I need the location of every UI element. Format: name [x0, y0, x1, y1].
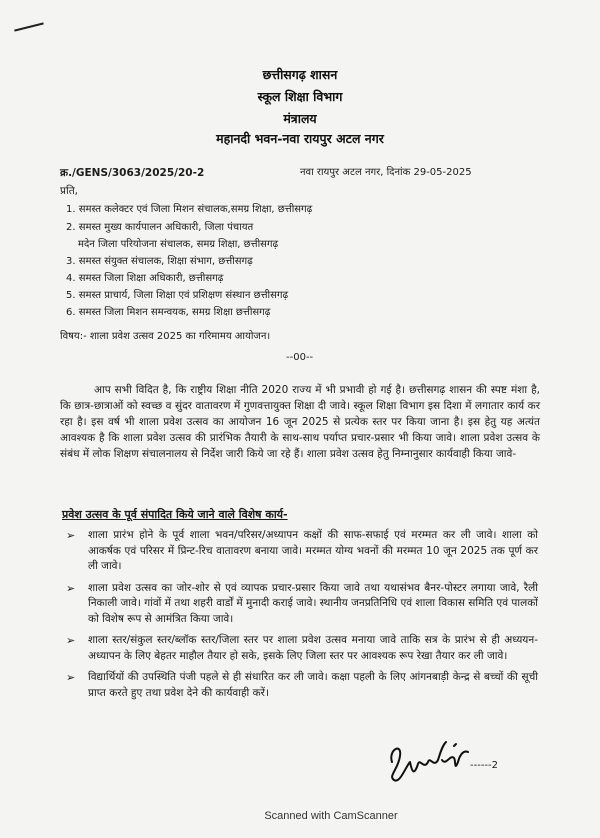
reference-number: क्र./GENS/3063/2025/20-2 — [60, 167, 205, 179]
page-continuation-mark: ------2 — [470, 760, 499, 771]
list-item: ➢ शाला स्तर/संकुल स्तर/ब्लॉक स्तर/जिला स्तर पर शाला प्रवेश उत्सव मनाया जावे ताकि सत्र के प्रारंभ से ही अध्ययन-अध्यापन के लिए बेहतर माहौल तैयार हो सके, इसके लिए जिला स्तर पर आवश्यक रूप रेखा तैयार कर ली जावे। — [60, 633, 538, 664]
separator: --00-- — [286, 352, 314, 363]
bullet-list — [60, 528, 538, 707]
handwritten-signature — [384, 732, 484, 788]
recipient-item: मदेन जिला परियोजना संचालक, समग्र शिक्षा, छत्तीसगढ़ — [78, 239, 279, 250]
subject-line: विषय:- शाला प्रवेश उत्सव 2025 का गरिमामय आयोजन। — [60, 331, 271, 342]
list-item: ➢ शाला प्रारंभ होने के पूर्व शाला भवन/परिसर/अध्यापन कक्षों की साफ-सफाई एवं मरम्मत कर ली जावे। शाला को आकर्षक एवं परिसर में प्रिन्ट-रिच वातावरण बनाया जावे। मरम्मत योग्य भवनों की मरम्मत 10 जून 2025 तक पूर्ण कर ली जावे। — [60, 528, 538, 575]
list-item: ➢ विद्यार्थियों की उपस्थिति पंजी पहले से ही संधारित कर ली जावे। कक्षा पहली के लिए आंगनबाड़ी केन्द्र से बच्चों की सूची प्राप्त करते हुए तथा प्रवेश देने की कार्यवाही करें। — [60, 670, 538, 701]
list-item: ➢ शाला प्रवेश उत्सव का जोर-शोर से एवं व्यापक प्रचार-प्रसार किया जावे तथा यथासंभव बैनर-पोस्टर लगाया जावे, रैली निकाली जावे। गांवों में तथा शहरी वार्डों में मुनादी कराई जावे। स्थानीय जनप्रतिनिधि एवं शाला विकास समिति एवं पालकों को विशेष रूप से आमंत्रित किया जावे। — [60, 581, 538, 628]
recipient-item: 5. समस्त प्राचार्य, जिला शिक्षा एवं प्रशिक्षण संस्थान छत्तीसगढ़ — [66, 290, 289, 301]
recipient-item: 1. समस्त कलेक्टर एवं जिला मिशन संचालक,समग्र शिक्षा, छत्तीसगढ़ — [66, 204, 313, 215]
recipient-item: 2. समस्त मुख्य कार्यपालन अधिकारी, जिला पंचायत — [66, 222, 254, 233]
scanner-watermark: Scanned with CamScanner — [264, 810, 398, 822]
recipient-item: 4. समस्त जिला शिक्षा अधिकारी, छत्तीसगढ़ — [66, 273, 224, 284]
section-heading: प्रवेश उत्सव के पूर्व संपादित किये जाने वाले विशेष कार्य- — [62, 508, 288, 521]
recipient-item: 3. समस्त संयुक्त संचालक, शिक्षा संभाग, छत्तीसगढ़ — [66, 256, 253, 267]
header-department: स्कूल शिक्षा विभाग — [257, 89, 343, 104]
place-and-date: नवा रायपुर अटल नगर, दिनांक 29-05-2025 — [300, 167, 472, 178]
recipient-item: 6. समस्त जिला मिशन समन्वयक, समग्र शिक्षा छत्तीसगढ़ — [66, 307, 271, 318]
recipients-prefix: प्रति, — [60, 185, 79, 197]
header-government: छत्तीसगढ़ शासन — [262, 67, 338, 82]
header-address: महानदी भवन-नवा रायपुर अटल नगर — [216, 131, 384, 146]
pen-stroke-mark — [14, 22, 44, 31]
header-ministry: मंत्रालय — [283, 111, 317, 126]
body-paragraph: आप सभी विदित है, कि राष्ट्रीय शिक्षा नीति 2020 राज्य में भी प्रभावी हो गई है। छत्तीसगढ़ शासन की स्पष्ट मंशा है, कि छात्र-छात्राओं को स्वच्छ व सुंदर वातावरण में गुणवत्तायुक्त शिक्षा दी जावे। स्कूल शिक्षा विभाग इस दिशा में लगातार कार्य कर रहा है। इस वर्ष भी शाला प्रवेश उत्सव का आयोजन 16 जून 2025 से प्रत्येक स्तर पर किया जाना है। इस हेतु यह अत्यंत आवश्यक है कि शाला प्रवेश उत्सव की प्रारंभिक तैयारी के साथ-साथ पर्याप्त प्रचार-प्रसार भी किया जावे। शाला प्रवेश उत्सव के संबंध में लोक शिक्षण संचालनालय से निर्देश जारी किये जा रहे हैं। शाला प्रवेश उत्सव हेतु निम्नानुसार कार्यवाही किया जावे- — [60, 384, 540, 460]
